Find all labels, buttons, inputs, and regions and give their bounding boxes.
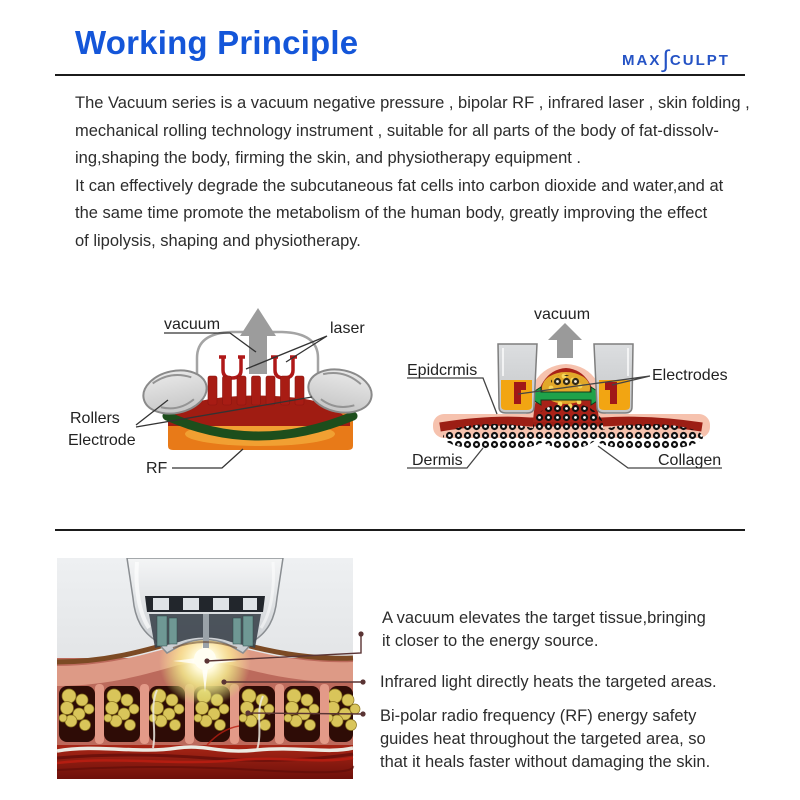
label-vacuum: vacuum [164,316,221,333]
label-epidermis: Epidcrmis [407,362,478,379]
label-vacuum: vacuum [534,306,591,323]
skinfold-electrode-diagram [400,296,745,481]
brand-integral-icon: ∫ [662,46,669,73]
header-divider [55,74,745,76]
annotation-line: guides heat throughout the targeted area, so [380,730,706,748]
fold-collagen-dots [551,375,581,387]
label-electrodes: Electrodes [652,367,728,384]
label-laser: laser [330,320,365,337]
annotation-vacuum [382,607,706,653]
vacuum-arrow-icon [548,323,582,358]
label-collagen: Collagen [658,452,722,469]
intro-line: The Vacuum series is a vacuum negative pressure , bipolar RF , infrared laser , skin folding , [75,94,750,112]
annotation-line: that it heals faster without damaging the skin. [380,753,711,771]
collagen-mass [443,403,703,450]
intro-line: It can effectively degrade the subcutaneous fat cells into carbon dioxide and water,and at [75,176,724,195]
annotation-line: Infrared light directly heats the targeted areas. [380,673,717,691]
intro-line: the same time promote the metabolism of the human body, greatly improving the effect [75,204,708,222]
label-dermis: Dermis [412,452,463,469]
page-title: Working Principle [75,24,359,61]
annotation-rf [380,705,710,774]
section-divider [55,529,745,531]
brand-logo [622,44,730,72]
intro-line: ing,shaping the body, firming the skin, and physiotherapy equipment . [75,149,582,167]
brand-right: CULPT [669,52,730,69]
vacuum-roller-diagram [60,300,400,490]
annotation-line: Bi-polar radio frequency (RF) energy safety [380,707,697,725]
intro-line: of lipolysis, shaping and physiotherapy. [75,231,361,250]
intro-line: mechanical rolling technology instrument , suitable for all parts of the body of fat-dissolv- [75,121,719,140]
left-cup [498,344,537,413]
intro-paragraph [75,90,755,255]
treatment-illustration [57,558,370,788]
label-rollers: Rollers [70,410,120,427]
label-electrode: Electrode [68,432,136,449]
glow-core [194,648,216,670]
annotation-line: it closer to the energy source. [382,632,599,650]
label-rf: RF [146,460,168,477]
annotation-line: A vacuum elevates the target tissue,bringing [382,609,706,627]
brand-left: MAX [622,52,662,69]
annotation-infrared [380,671,717,694]
